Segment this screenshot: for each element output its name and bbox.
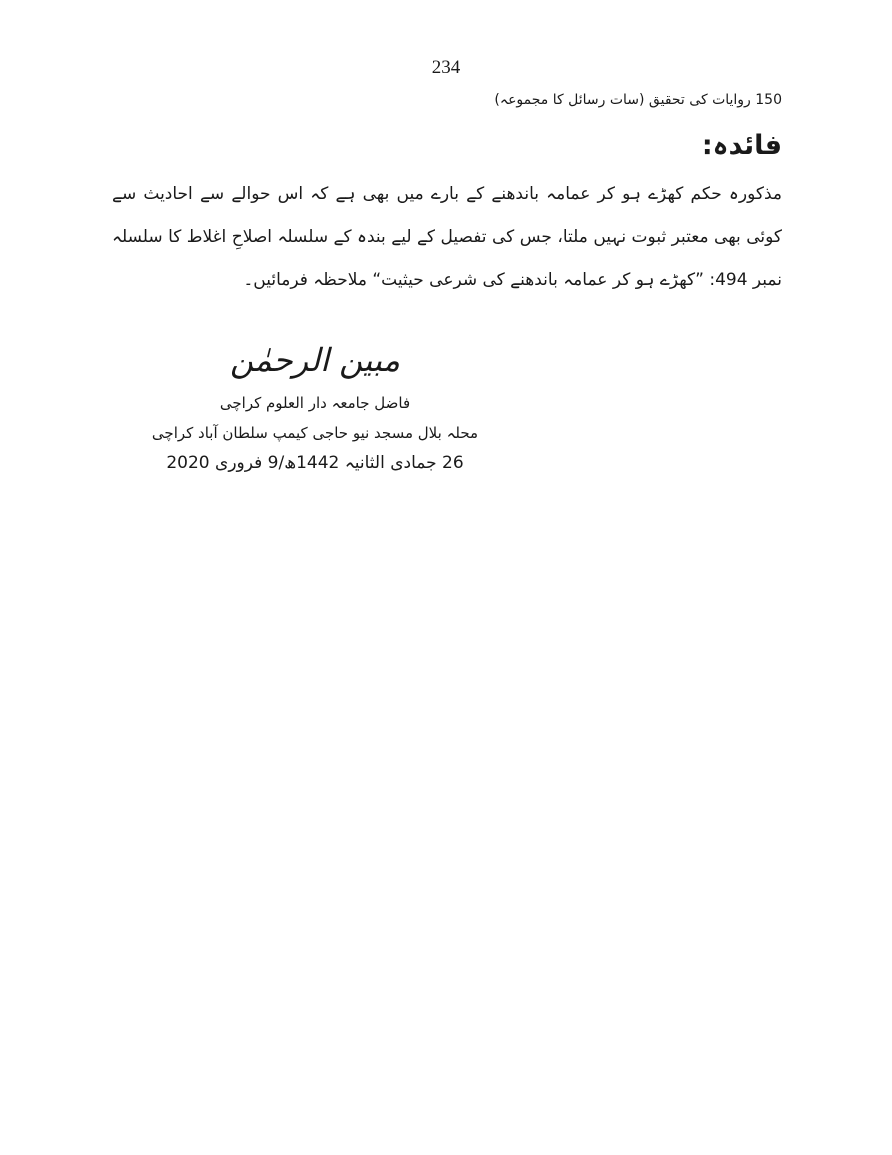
section-heading: فائدہ: xyxy=(701,130,782,161)
page-number: 234 xyxy=(431,57,461,78)
signature-title: فاضل جامعہ دار العلوم کراچی xyxy=(219,394,411,412)
signature-date: 26 جمادی الثانیہ 1442ھ/9 فروری 2020 xyxy=(166,453,464,473)
body-paragraph: مذکورہ حکم کھڑے ہو کر عمامہ باندھنے کے بارے میں بھی ہے کہ اس حوالے سے احادیث سے کوئی بھی معتبر ثبوت نہیں ملتا، جس کی تفصیل کے لیے بندہ کے سلسلہ اصلاحِ اغلاط کا سلسلہ نمبر 494: ”کھڑے ہو کر عمامہ باندھنے کی شرعی حیثیت“ ملاحظہ فرمائیں۔ xyxy=(112,184,782,290)
signature-address: محلہ بلال مسجد نیو حاجی کیمپ سلطان آباد کراچی xyxy=(151,424,479,442)
running-header: 150 روایات کی تحقیق (سات رسائل کا مجموعہ) xyxy=(494,92,782,108)
signature-block xyxy=(150,332,480,478)
signature-name: مبین الرحمٰن xyxy=(230,341,400,379)
